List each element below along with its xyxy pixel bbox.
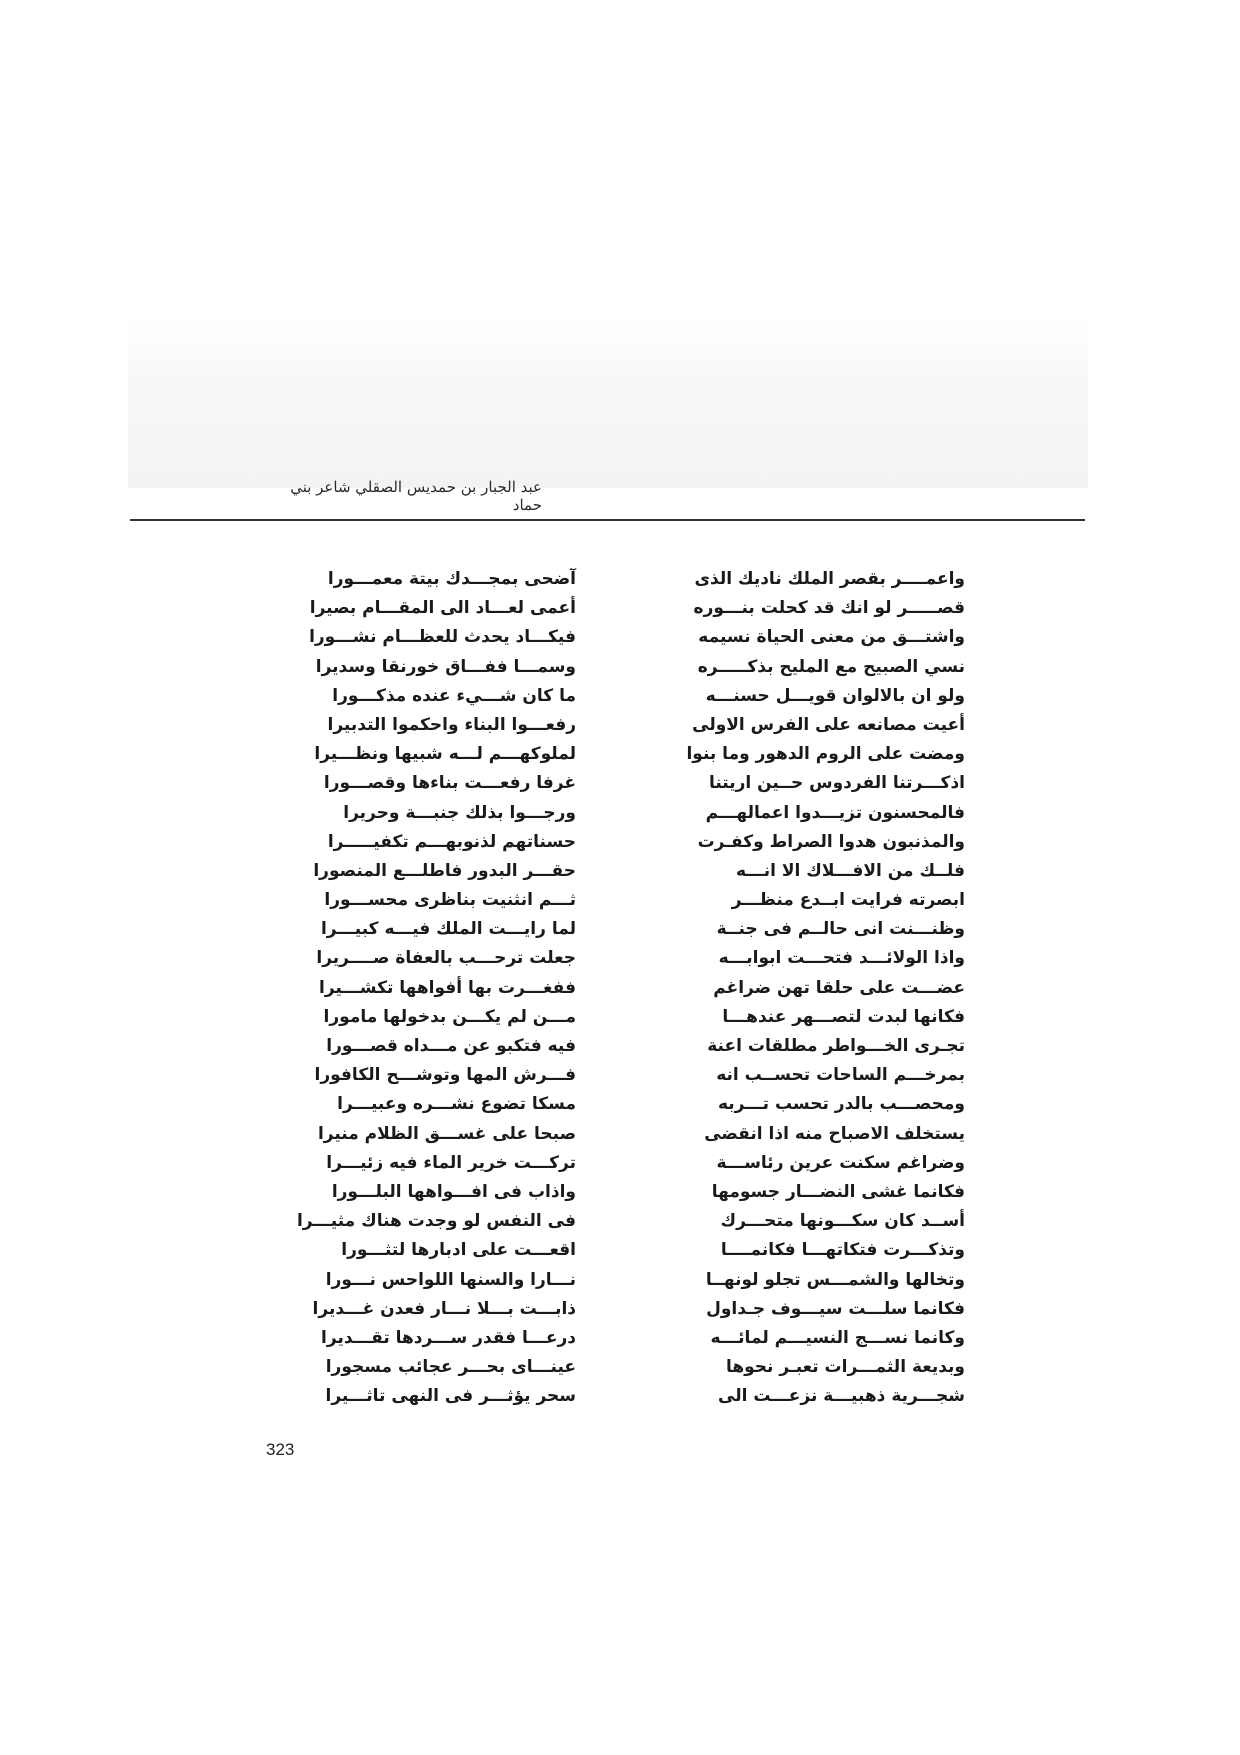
verse-line: فكانما سلـــت سيـــوف جـداول [706, 1298, 965, 1319]
verse-line: واذا الولائـــد فتحـــت ابوابـــه [718, 948, 965, 969]
running-header: عبد الجبار بن حمديس الصقلي شاعر بني حماد [290, 478, 542, 514]
verse-line: وظنـــنت انى حالــم فى جنــة [716, 919, 965, 940]
verse-line: واذاب فى افـــواهها البلـــورا [331, 1181, 576, 1202]
verse-line: فـــرش المها وتوشـــح الكافورا [314, 1065, 576, 1086]
verse-line: فيكـــاد يحدث للعظـــام نشـــورا [309, 627, 576, 648]
verse-line: أعمى لعـــاد الى المقـــام بصيرا [309, 598, 576, 619]
verse-line: وكانما نســـج النسيـــم لمائـــه [710, 1327, 965, 1348]
verse-line: عينـــاى بحـــر عجائب مسجورا [325, 1357, 576, 1378]
verse-line: وضراغم سكنت عرين رئاســـة [716, 1152, 965, 1173]
verse-line: فيه فتكبو عن مـــداه قصـــورا [326, 1036, 576, 1056]
verse-line: فلــك من الافـــلاك الا انـــه [736, 860, 965, 881]
verse-line: مـــن لم يكـــن بدخولها مامورا [323, 1006, 576, 1027]
verse-line: تجـرى الخـــواطر مطلقات اعنة [707, 1036, 965, 1056]
verse-line: ومضت على الروم الدهور وما بنوا [686, 744, 965, 765]
verse-line: فالمحسنون تزيـــدوا اعمالهـــم [705, 802, 965, 823]
verse-line: وتخالها والشمـــس تجلو لونهــا [705, 1269, 965, 1290]
verse-line: اذكـــرتنا الفردوس حــين اريتنا [708, 773, 965, 794]
verse-line: ورجـــوا بذلك جنبـــة وحريرا [343, 802, 576, 823]
verse-line: فكانما غشى النضـــار جسومها [711, 1181, 965, 1202]
verse-line: لملوكهـــم لـــه شبيها ونظـــيرا [314, 744, 576, 765]
verse-line: وتذكـــرت فتكاتهـــا فكانمــــا [720, 1240, 965, 1261]
verse-line: رفعـــوا البناء واحكموا التدبيرا [327, 714, 576, 735]
verse-line: لما رايـــت الملك فيـــه كبيـــرا [320, 919, 576, 940]
verse-line: فكانها لبدت لتصـــهر عندهـــا [722, 1006, 965, 1027]
verse-line: وسمـــا ففـــاق خورنقا وسديرا [315, 656, 576, 677]
poem-column-left [296, 565, 576, 1411]
verse-line: ولو ان بالالوان قويـــل حسنـــه [705, 685, 965, 706]
verse-line: مسكا تضوع نشـــره وعبيـــرا [337, 1094, 576, 1115]
page-number: 323 [266, 1440, 295, 1459]
verse-line: حسناتهم لذنوبهـــم تكفيـــــرا [327, 831, 576, 852]
verse-line: أعيت مصانعه على الفرس الاولى [692, 714, 965, 735]
verse-line: سحر يؤثـــر فى النهى تاثـــيرا [325, 1386, 576, 1407]
verse-line: ما كان شـــيء عنده مذكـــورا [332, 685, 576, 706]
verse-line: واعمــــر بقصر الملك ناديك الذى [694, 569, 965, 589]
verse-line: قصـــــر لو انك قد كحلت بنـــوره [693, 598, 965, 619]
verse-line: اقعـــت على ادبارها لتثـــورا [341, 1240, 576, 1261]
verse-line: صبحا على غســـق الظلام منيرا [317, 1123, 576, 1144]
poem-column-right [686, 565, 965, 1411]
verse-line: تركـــت خرير الماء فيه زئيـــرا [326, 1152, 576, 1173]
verse-line: واشتـــق من معنى الحياة نسيمه [698, 627, 965, 648]
verse-line: آضحى بمجـــدك بيتة معمـــورا [327, 569, 576, 589]
verse-line: بمرخـــم الساحات تحســب انه [716, 1065, 965, 1086]
verse-line: ذابـــت بـــلا نـــار فعدن غـــديرا [312, 1298, 576, 1319]
verse-line: حقـــر البدور فاطلـــع المنصورا [313, 860, 576, 881]
verse-line: والمذنبون هدوا الصراط وكفـرت [697, 831, 965, 852]
verse-line: ففغـــرت بها أفواهها تكشـــيرا [319, 977, 576, 998]
verse-line: غرفا رفعـــت بناءها وقصـــورا [323, 773, 576, 794]
verse-line: يستخلف الاصباح منه اذا انقضى [704, 1123, 965, 1144]
scan-shadow [128, 318, 1088, 488]
verse-line: أســد كان سكـــونها متحـــرك [720, 1211, 965, 1232]
verse-line: نسي الصبيح مع المليح بذكـــــره [697, 656, 965, 677]
verse-line: ابصرته فرايت ابــدع منظـــر [731, 890, 965, 911]
header-rule [130, 519, 1085, 521]
verse-line: فى النفس لو وجدت هناك مثيـــرا [296, 1211, 576, 1232]
verse-line: وبديعة الثمـــرات تعبـر نحوها [725, 1357, 965, 1378]
verse-line: ومحصـــب بالدر تحسب تـــربه [717, 1094, 965, 1115]
verse-line: نـــارا والسنها اللواحس نـــورا [325, 1269, 576, 1290]
verse-line: شجـــرية ذهبيـــة نزعـــت الى [718, 1386, 965, 1407]
verse-line: درعـــا فقدر ســـردها تقـــديرا [321, 1327, 576, 1348]
verse-line: عضـــت على حلقا تهن ضراغم [713, 977, 965, 998]
verse-line: ثـــم انثنيت بناظرى محســـورا [324, 890, 576, 911]
verse-line: جعلت ترحـــب بالعفاة صــــريرا [316, 948, 576, 969]
